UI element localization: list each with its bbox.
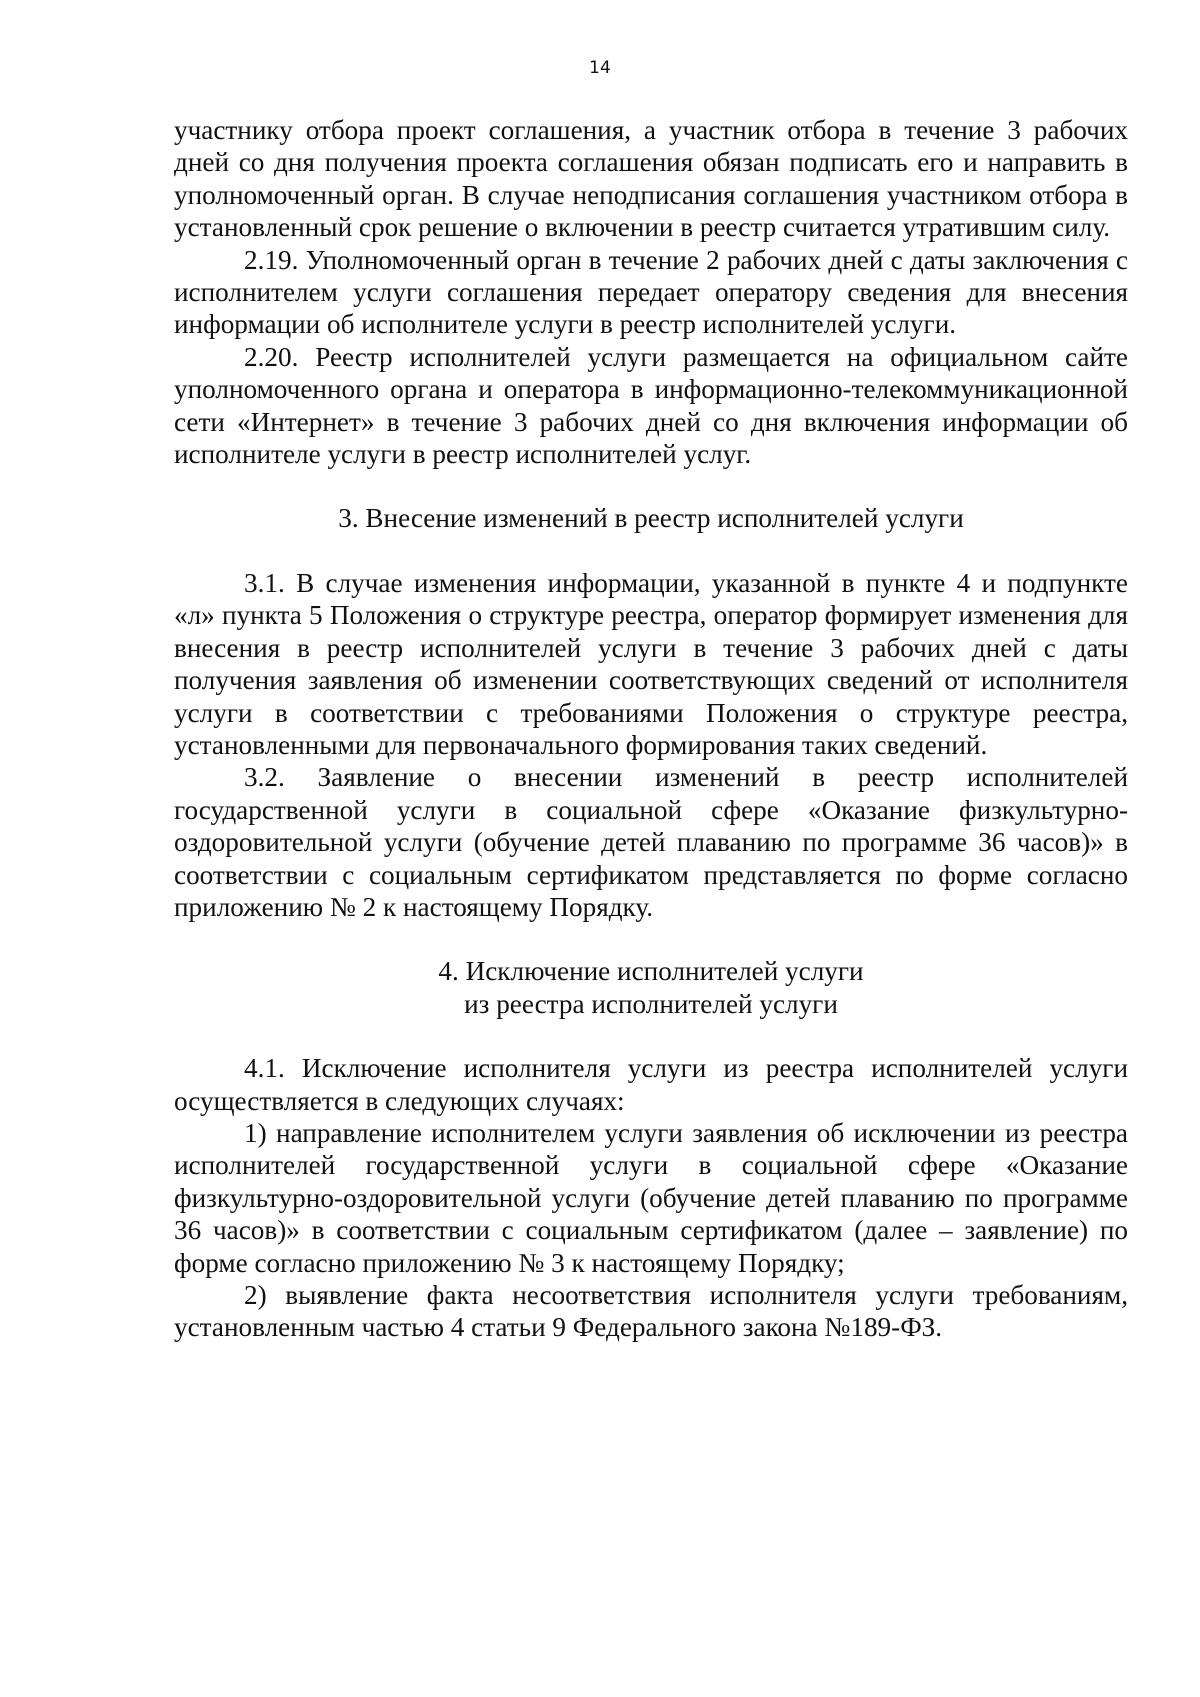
paragraph-4-1: 4.1. Исключение исполнителя услуги из реестра исполнителей услуги осуществляется в следующих случаях: xyxy=(174,1053,1128,1116)
section-heading-3: 3. Внесение изменений в реестр исполнителей услуги xyxy=(338,503,964,534)
section-heading-4 xyxy=(174,955,1128,1020)
paragraph-continuation: участнику отбора проект соглашения, а участник отбора в течение 3 рабочих дней со дня получения проекта соглашения обязан подписать его и направить в уполномоченный орган. В случае неподписания соглашения участником отбора в установленный срок решение о включении в реестр считается утратившим силу. xyxy=(174,115,1128,243)
paragraph-2-20: 2.20. Реестр исполнителей услуги размещается на официальном сайте уполномоченного органа и оператора в информационно-телекоммуникационной сети «Интернет» в течение 3 рабочих дней со дня включения информации об исполнителе услуги в реестр исполнителей услуг. xyxy=(174,341,1128,470)
section-heading-4-line-1: 4. Исключение исполнителей услуги xyxy=(438,956,864,987)
paragraph-3-2: 3.2. Заявление о внесении изменений в реестр исполнителей государственной услуги в социальной сфере «Оказание физкультурно-оздоровительной услуги (обучение детей плаванию по программе 36 часов)» в соответствии с социальным сертификатом представляется по форме согласно приложению № 2 к настоящему Порядку. xyxy=(174,762,1128,922)
section-heading-4-line-2: из реестра исполнителей услуги xyxy=(464,988,838,1019)
paragraph-2-19: 2.19. Уполномоченный орган в течение 2 рабочих дней с даты заключения с исполнителем услуги соглашения передает оператору сведения для внесения информации об исполнителе услуги в реестр исполнителей услуги. xyxy=(174,244,1128,340)
paragraph-3-1: 3.1. В случае изменения информации, указанной в пункте 4 и подпункте «л» пункта 5 Положения о структуре реестра, оператор формирует изменения для внесения в реестр исполнителей услуги в течение 3 рабочих дней с даты получения заявления об изменении соответствующих сведений от исполнителя услуги в соответствии с требованиями Положения о структуре реестра, установленными для первоначального формирования таких сведений. xyxy=(174,567,1128,760)
list-item-4-1-1: 1) направление исполнителем услуги заявления об исключении из реестра исполнителей государственной услуги в социальной сфере «Оказание физкультурно-оздоровительной услуги (обучение детей плаванию по программе 36 часов)» в соответствии с социальным сертификатом (далее – заявление) по форме согласно приложению № 3 к настоящему Порядку; xyxy=(174,1117,1128,1278)
document-body xyxy=(174,114,1128,1344)
page-number: 14 xyxy=(589,58,611,78)
list-item-4-1-2: 2) выявление факта несоответствия исполнителя услуги требованиям, установленным частью 4 статьи 9 Федерального закона №189-ФЗ. xyxy=(174,1280,1128,1343)
